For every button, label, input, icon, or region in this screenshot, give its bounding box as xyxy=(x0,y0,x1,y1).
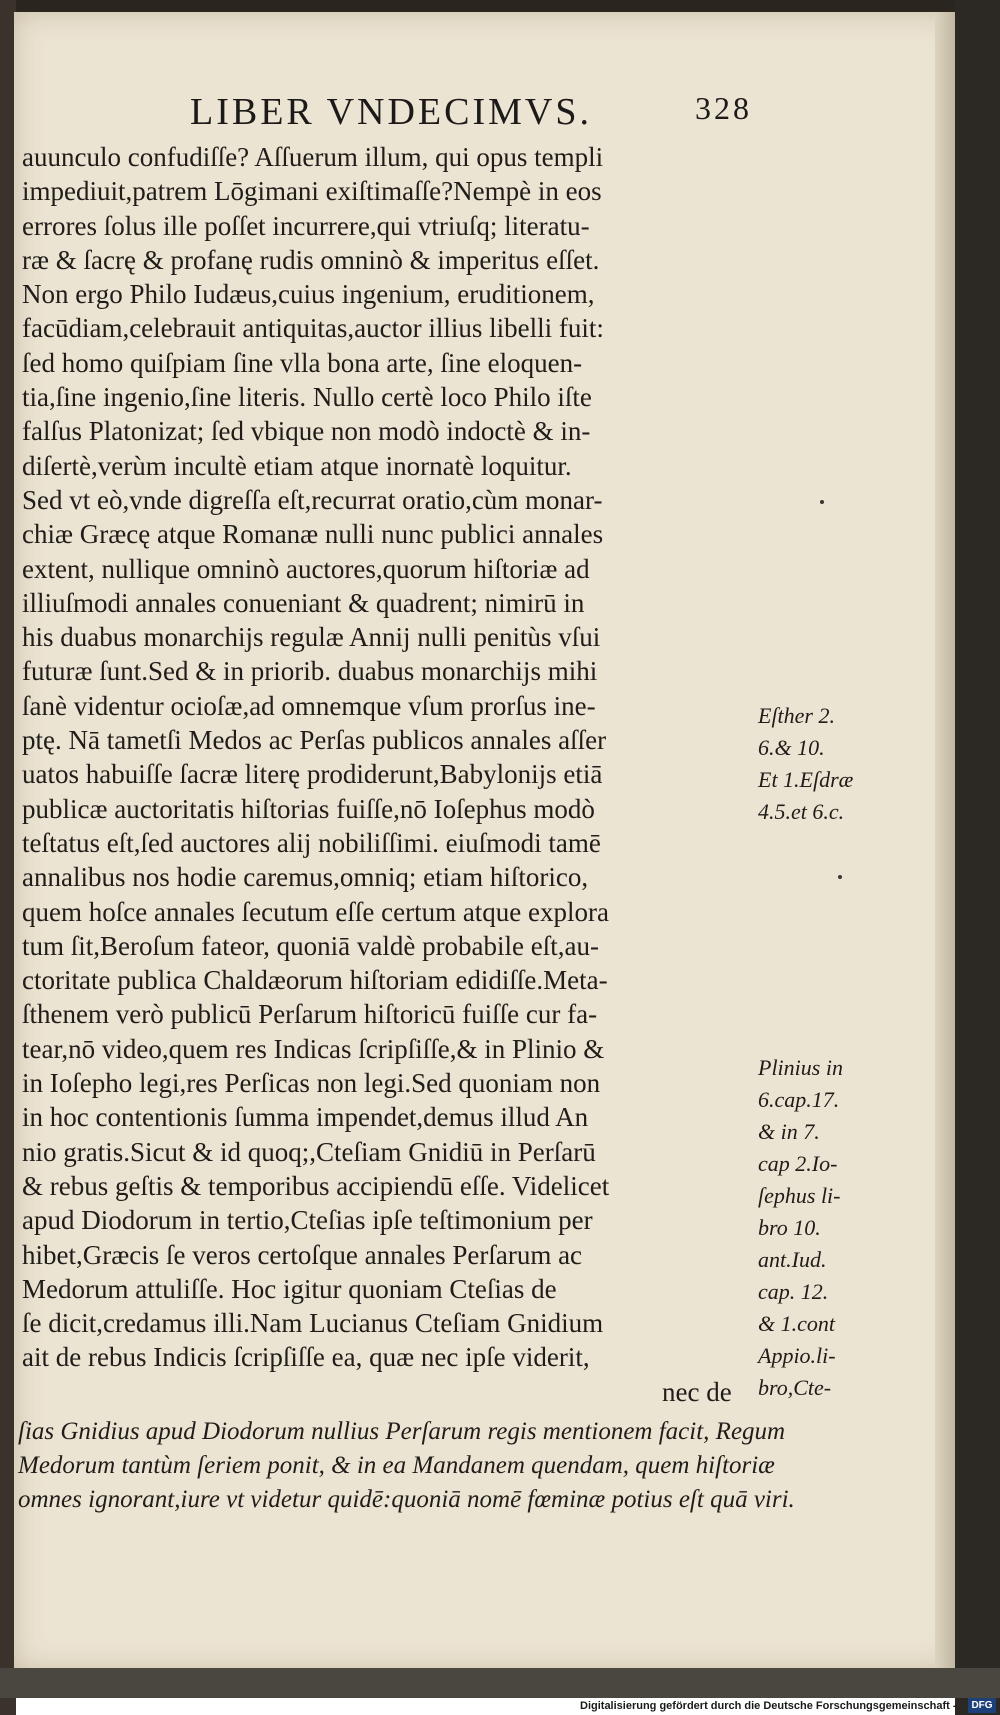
text-line: ſe dicit,credamus illi.Nam Lucianus Cteſiam Gnidium xyxy=(22,1308,604,1339)
text-line: diſertè,verùm incultè etiam atque inornatè loquitur. xyxy=(22,450,572,481)
digitization-credit: Digitalisierung gefördert durch die Deutsche Forschungsgemeinschaft - xyxy=(580,1700,957,1712)
text-line: ſed homo quiſpiam ſine vlla bona arte, ſine eloquen- xyxy=(22,347,583,378)
text-line: his duabus monarchijs regulæ Annij nulli penitùs vſui xyxy=(22,622,601,653)
dfg-logo: DFG xyxy=(968,1698,996,1713)
page-header xyxy=(190,90,930,140)
margin-note-line: & 1.cont xyxy=(758,1311,835,1336)
running-title: LIBER VNDECIMVS. xyxy=(190,91,592,133)
text-line: nec de xyxy=(662,1376,732,1407)
footnote-line: ſias Gnidius apud Diodorum nullius Perſarum regis mentionem facit, Regum xyxy=(18,1418,786,1445)
text-line: annalibus nos hodie caremus,omniq; etiam hiſtorico, xyxy=(22,862,589,893)
text-line: ptę. Nā tametſi Medos ac Perſas publicos annales aſſer xyxy=(22,725,607,756)
text-line: apud Diodorum in tertio,Cteſias ipſe teſtimonium per xyxy=(22,1205,593,1236)
text-line: Sed vt eò,vnde digreſſa eſt,recurrat oratio,cùm monar- xyxy=(22,484,603,515)
text-line: tear,nō video,quem res Indicas ſcripſiſſe,& in Plinio & xyxy=(22,1033,605,1064)
text-line: Non ergo Philo Iudæus,cuius ingenium, eruditionem, xyxy=(22,279,595,310)
margin-note-line: & in 7. xyxy=(758,1119,820,1144)
text-line: ctoritate publica Chaldæorum hiſtoriam edidiſſe.Meta- xyxy=(22,965,608,996)
page-edge-shadow xyxy=(935,12,957,1670)
text-line: errores ſolus ille poſſet incurrere,qui vtriuſq; literatu- xyxy=(22,210,590,241)
text-line: chiæ Græcę atque Romanæ nulli nunc publici annales xyxy=(22,519,604,550)
text-line: tum ſit,Beroſum fateor, quoniā valdè probabile eſt,au- xyxy=(22,930,599,961)
text-line: nio gratis.Sicut & id quoq;,Cteſiam Gnidiū in Perſarū xyxy=(22,1136,596,1167)
text-line: teſtatus eſt,ſed auctores alij nobiliſſimi. eiuſmodi tamē xyxy=(22,827,601,858)
margin-note-line: Plinius in xyxy=(758,1055,843,1080)
text-line: ræ & ſacrę & profanę rudis omninò & imperitus eſſet. xyxy=(22,244,600,275)
text-line: futuræ ſunt.Sed & in priorib. duabus monarchijs mihi xyxy=(22,656,598,687)
main-text-block xyxy=(22,140,762,1409)
text-line: uatos habuiſſe ſacræ literę prodiderunt,Babylonijs etiā xyxy=(22,759,603,790)
margin-note-line: Eſther 2. xyxy=(758,703,835,728)
margin-note-line: 4.5.et 6.c. xyxy=(758,799,845,824)
margin-note-line: 6.cap.17. xyxy=(758,1087,840,1112)
margin-note-line: 6.& 10. xyxy=(758,735,825,760)
margin-note-line: Et 1.Eſdræ xyxy=(758,767,854,792)
text-line: extent, nullique omninò auctores,quorum hiſtoriæ ad xyxy=(22,553,590,584)
scan-border-top xyxy=(0,0,1000,12)
text-line: Medorum attuliſſe. Hoc igitur quoniam Cteſias de xyxy=(22,1273,557,1304)
text-line: illiuſmodi annales conueniant & quadrent; nimirū in xyxy=(22,587,585,618)
text-line: & rebus geſtis & temporibus accipiendū eſſe. Videlicet xyxy=(22,1170,610,1201)
footnote-line: Medorum tantùm ſeriem ponit, & in ea Mandanem quendam, quem hiſtoriæ xyxy=(18,1452,775,1479)
text-line: ſanè videntur ocioſæ,ad omnemque vſum prorſus ine- xyxy=(22,690,596,721)
footnote-line: omnes ignorant,iure vt videtur quidē:quoniā nomē fœminæ potius eſt quā viri. xyxy=(18,1486,795,1513)
margin-note-plinius xyxy=(758,1052,843,1404)
text-line: publicæ auctoritatis hiſtorias fuiſſe,nō Ioſephus modò xyxy=(22,793,595,824)
scan-border-right xyxy=(955,0,1000,1715)
margin-note-line: cap. 12. xyxy=(758,1279,829,1304)
text-line: quem hoſce annales ſecutum eſſe certum atque explora xyxy=(22,896,609,927)
page-speck xyxy=(820,500,824,504)
margin-note-line: Appio.li- xyxy=(758,1343,836,1368)
margin-note-line: bro,Cte- xyxy=(758,1375,832,1400)
text-line: facūdiam,celebrauit antiquitas,auctor illius libelli fuit: xyxy=(22,313,604,344)
text-line: hibet,Græcis ſe veros certoſque annales Perſarum ac xyxy=(22,1239,583,1270)
margin-note-line: bro 10. xyxy=(758,1215,821,1240)
text-line: in Ioſepho legi,res Perſicas non legi.Sed quoniam non xyxy=(22,1068,601,1099)
text-line: auunculo confudiſſe? Aſſuerum illum, qui opus templi xyxy=(22,142,604,172)
page-speck xyxy=(838,875,842,879)
margin-note-line: cap 2.Io- xyxy=(758,1151,838,1176)
text-line: ait de rebus Indicis ſcripſiſſe ea, quæ nec ipſe viderit, xyxy=(22,1342,590,1373)
text-line: falſus Platonizat; ſed vbique non modò indoctè & in- xyxy=(22,416,591,447)
scan-border-bottom xyxy=(0,1668,1000,1698)
margin-note-line: ſephus li- xyxy=(758,1183,841,1208)
margin-note-line: ant.Iud. xyxy=(758,1247,827,1272)
footnote-block xyxy=(18,1415,918,1517)
folio-number: 328 xyxy=(695,90,752,126)
text-line: tia,ſine ingenio,ſine literis. Nullo certè loco Philo iſte xyxy=(22,382,592,413)
text-line: impediuit,patrem Lōgimani exiſtimaſſe?Nempè in eos xyxy=(22,176,602,207)
margin-note-esther xyxy=(758,700,853,828)
text-line: in hoc contentionis ſumma impendet,demus illud An xyxy=(22,1102,589,1133)
text-line: ſthenem verò publicū Perſarum hiſtoricū fuiſſe cur fa- xyxy=(22,999,598,1030)
